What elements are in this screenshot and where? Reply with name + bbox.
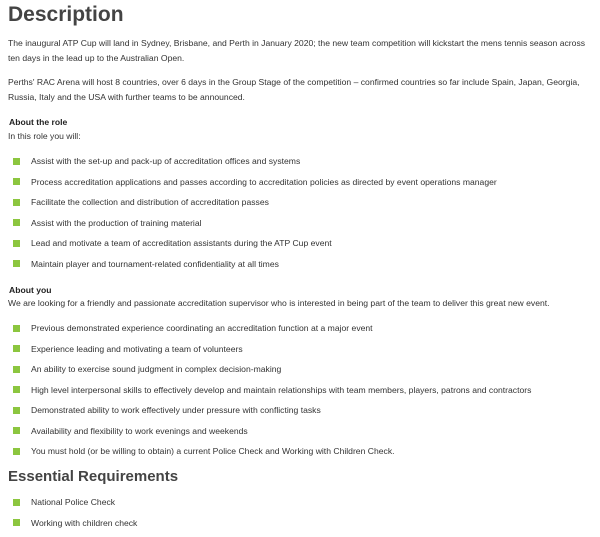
list-item: Facilitate the collection and distribution of accreditation passes [13,192,598,213]
list-item: Process accreditation applications and passes according to accreditation policies as directed by event operations manager [13,172,598,193]
about-you-list [13,318,598,462]
about-you-heading: About you [9,285,52,295]
bullet-square-icon [13,366,20,373]
intro-paragraph-2: Perths' RAC Arena will host 8 countries, over 6 days in the Group Stage of the competition – confirmed countries so far include Spain, Japan, Georgia, Russia, Italy and the USA with further teams to be announced. [8,77,580,102]
list-item: National Police Check [13,492,598,513]
list-item: Demonstrated ability to work effectively under pressure with conflicting tasks [13,400,598,421]
bullet-square-icon [13,260,20,267]
bullet-square-icon [13,427,20,434]
bullet-square-icon [13,199,20,206]
list-item: Experience leading and motivating a team of volunteers [13,339,598,360]
essential-requirements-heading: Essential Requirements [8,468,179,485]
bullet-square-icon [13,448,20,455]
bullet-square-icon [13,407,20,414]
page-title: Description [8,3,124,26]
bullet-square-icon [13,158,20,165]
list-item: Previous demonstrated experience coordinating an accreditation function at a major event [13,318,598,339]
intro-paragraph-1: The inaugural ATP Cup will land in Sydney, Brisbane, and Perth in January 2020; the new team competition will kickstart the mens tennis season across ten days in the lead up to the Australian Open. [8,38,586,63]
bullet-square-icon [13,499,20,506]
list-item: Lead and motivate a team of accreditation assistants during the ATP Cup event [13,233,598,254]
about-you-intro: We are looking for a friendly and passionate accreditation supervisor who is interested in being part of the team to deliver this great new event. [8,298,550,308]
list-item: Availability and flexibility to work evenings and weekends [13,421,598,442]
list-item: High level interpersonal skills to effectively develop and maintain relationships with team members, players, patrons and contractors [13,380,598,401]
bullet-square-icon [13,178,20,185]
list-item: An ability to exercise sound judgment in complex decision-making [13,359,598,380]
about-role-heading: About the role [9,117,68,127]
about-role-intro: In this role you will: [8,131,81,141]
list-item: Assist with the set-up and pack-up of accreditation offices and systems [13,151,598,172]
about-role-list [13,151,598,274]
essential-requirements-list [13,492,598,533]
list-item: Working with children check [13,513,598,534]
list-item: Maintain player and tournament-related confidentiality at all times [13,254,598,275]
list-item: Assist with the production of training material [13,213,598,234]
list-item: You must hold (or be willing to obtain) a current Police Check and Working with Children Check. [13,441,598,462]
bullet-square-icon [13,345,20,352]
bullet-square-icon [13,386,20,393]
bullet-square-icon [13,219,20,226]
bullet-square-icon [13,240,20,247]
bullet-square-icon [13,519,20,526]
bullet-square-icon [13,325,20,332]
